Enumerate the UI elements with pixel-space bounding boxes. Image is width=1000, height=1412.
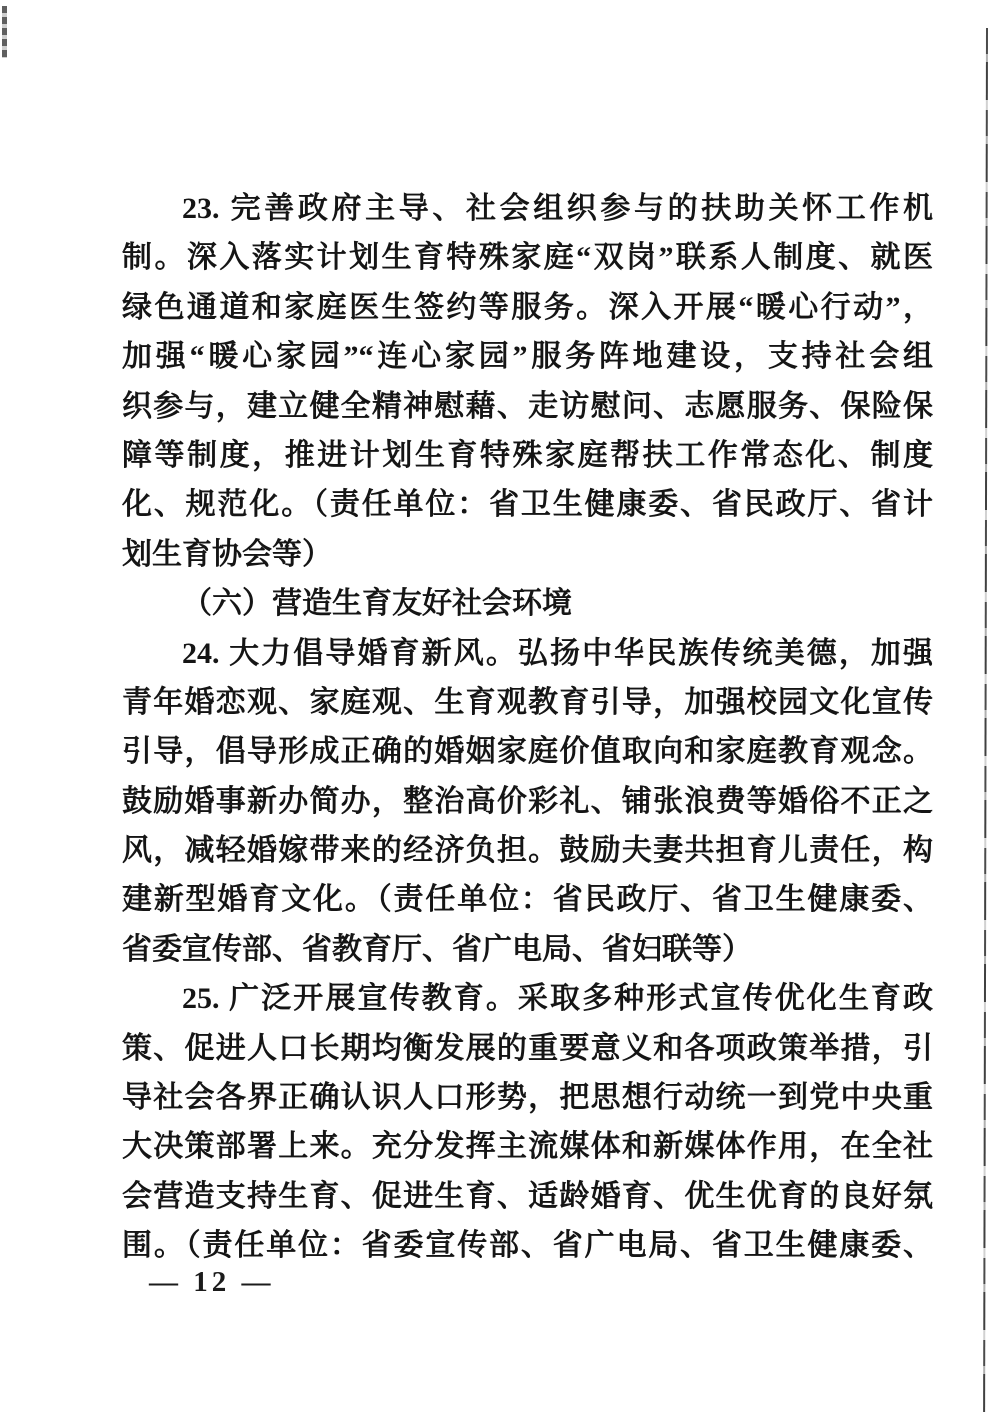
page-number: — 12 — <box>149 1266 275 1298</box>
text-line: 风，减轻婚嫁带来的经济负担。鼓励夫妻共担育儿责任，构 <box>122 834 933 868</box>
text-line: 导社会各界正确认识人口形势，把思想行动统一到党中央重 <box>122 1081 933 1115</box>
document-body <box>122 184 933 1271</box>
text-line: 加强“暖心家园”“连心家园”服务阵地建设，支持社会组 <box>122 340 933 374</box>
text-line: 织参与，建立健全精神慰藉、走访慰问、志愿服务、保险保 <box>122 389 933 423</box>
text-line: 建新型婚育文化。（责任单位：省民政厅、省卫生健康委、 <box>122 883 933 917</box>
text-line: 青年婚恋观、家庭观、生育观教育引导，加强校园文化宣传 <box>122 685 933 719</box>
text-line: 划生育协会等） <box>122 537 332 571</box>
text-line: 会营造支持生育、促进生育、适龄婚育、优生优育的良好氛 <box>122 1179 933 1213</box>
text-line: 绿色通道和家庭医生签约等服务。深入开展“暖心行动”， <box>122 290 933 324</box>
text-line: 24. 大力倡导婚育新风。弘扬中华民族传统美德，加强 <box>182 636 933 670</box>
text-line: 23. 完善政府主导、社会组织参与的扶助关怀工作机 <box>182 192 933 225</box>
text-line: 障等制度，推进计划生育特殊家庭帮扶工作常态化、制度 <box>122 438 933 472</box>
text-line: 大决策部署上来。充分发挥主流媒体和新媒体作用，在全社 <box>122 1130 933 1164</box>
text-line: 制。深入落实计划生育特殊家庭“双岗”联系人制度、就医 <box>122 241 933 275</box>
text-line: 鼓励婚事新办简办，整治高价彩礼、铺张浪费等婚俗不正之 <box>122 784 933 818</box>
paragraph-23 <box>122 184 933 579</box>
scan-corner-artifact <box>2 6 7 58</box>
text-line: 围。（责任单位：省委宣传部、省广电局、省卫生健康委、 <box>122 1229 933 1263</box>
section-heading: （六）营造生育友好社会环境 <box>182 587 572 621</box>
paragraph-25 <box>122 974 933 1270</box>
scan-edge-line-artifact <box>983 28 988 1412</box>
paragraph-24 <box>122 629 933 975</box>
text-line: 引导，倡导形成正确的婚姻家庭价值取向和家庭教育观念。 <box>122 735 933 769</box>
text-line: 化、规范化。（责任单位：省卫生健康委、省民政厅、省计 <box>122 488 933 522</box>
text-line: 省委宣传部、省教育厅、省广电局、省妇联等） <box>122 932 752 966</box>
text-line: 策、促进人口长期均衡发展的重要意义和各项政策举措，引 <box>122 1031 933 1065</box>
text-line: 25. 广泛开展宣传教育。采取多种形式宣传优化生育政 <box>182 982 933 1016</box>
